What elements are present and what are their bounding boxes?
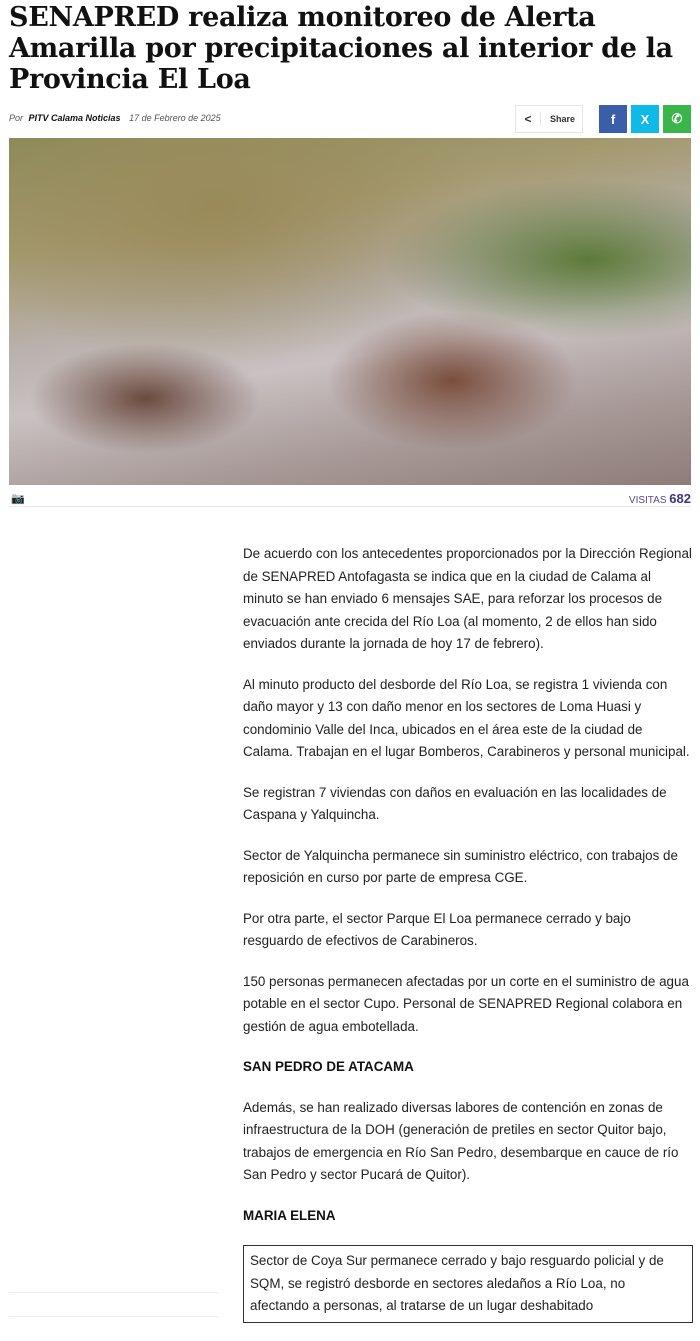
- paragraph: 150 personas permanecen afectadas por un corte en el suministro de agua potable en el sector Cupo. Personal de SENAPRED Regional colabora en gestión de agua embotellada.: [243, 973, 689, 1034]
- sidebar-divider: [9, 1316, 219, 1317]
- share-label: Share: [550, 114, 576, 124]
- facebook-share-button[interactable]: [599, 105, 627, 133]
- paragraph: Se registran 7 viviendas con daños en evaluación en las localidades de Caspana y Yalquincha.: [243, 784, 667, 822]
- sidebar-divider: [9, 1292, 219, 1293]
- paragraph: Además, se han realizado diversas labores de contención en zonas de infraestructura de la DOH (generación de pretiles en sector Quitor bajo, trabajos de emergencia en Río San Pedro, desembarque en cauce de río San Pedro y sector Pucará de Quitor).: [243, 1099, 679, 1182]
- publish-date: 17 de Febrero de 2025: [129, 113, 221, 123]
- paragraph: Al minuto producto del desborde del Río Loa, se registra 1 vivienda con daño mayor y 13 con daño menor en los sectores de Loma Huasi y condominio Valle del Inca, ubicados en el área este de la ciudad de Calama. Trabajan en el lugar Bomberos, Carabineros y personal municipal.: [243, 676, 690, 759]
- article-meta: [9, 113, 221, 123]
- by-label: Por: [9, 113, 24, 123]
- paragraph: Por otra parte, el sector Parque El Loa permanece cerrado y bajo resguardo de efectivos de Carabineros.: [243, 910, 631, 948]
- camera-icon: 📷: [11, 493, 25, 505]
- section-heading: MARIA ELENA: [243, 1207, 336, 1223]
- featured-image: [9, 138, 691, 485]
- share-button[interactable]: [515, 105, 583, 133]
- article-title: SENAPRED realiza monitoreo de Alerta Amarilla por precipitaciones al interior de la Provincia El Loa: [9, 2, 673, 95]
- section-heading: SAN PEDRO DE ATACAMA: [243, 1059, 414, 1074]
- article-body: [243, 543, 693, 1341]
- boxed-paragraph: Sector de Coya Sur permanece cerrado y bajo resguardo policial y de SQM, se registró desborde en sectores aledaños a Río Loa, no afectando a personas, al tratarse de un lugar deshabitado: [243, 1245, 693, 1323]
- share-icon: <: [516, 112, 541, 126]
- author-link[interactable]: PITV Calama Noticias: [28, 113, 121, 123]
- whatsapp-icon: ✆: [671, 111, 683, 126]
- x-share-button[interactable]: [631, 105, 659, 133]
- x-icon: X: [640, 111, 650, 127]
- visit-counter: [629, 491, 691, 506]
- paragraph: Sector de Yalquincha permanece sin suministro eléctrico, con trabajos de reposición en curso por parte de empresa CGE.: [243, 847, 678, 885]
- paragraph: De acuerdo con los antecedentes proporcionados por la Dirección Regional de SENAPRED Antofagasta se indica que en la ciudad de Calama al minuto se han enviado 6 mensajes SAE, para reforzar los procesos de evacuación ante crecida del Río Loa (al momento, 2 de ellos han sido enviados durante la jornada de hoy 17 de febrero).: [243, 546, 692, 651]
- visitas-count: 682: [669, 491, 691, 506]
- whatsapp-share-button[interactable]: [663, 105, 691, 133]
- divider: [9, 506, 691, 507]
- facebook-icon: f: [610, 111, 616, 127]
- visitas-label: VISITAS: [628, 495, 667, 506]
